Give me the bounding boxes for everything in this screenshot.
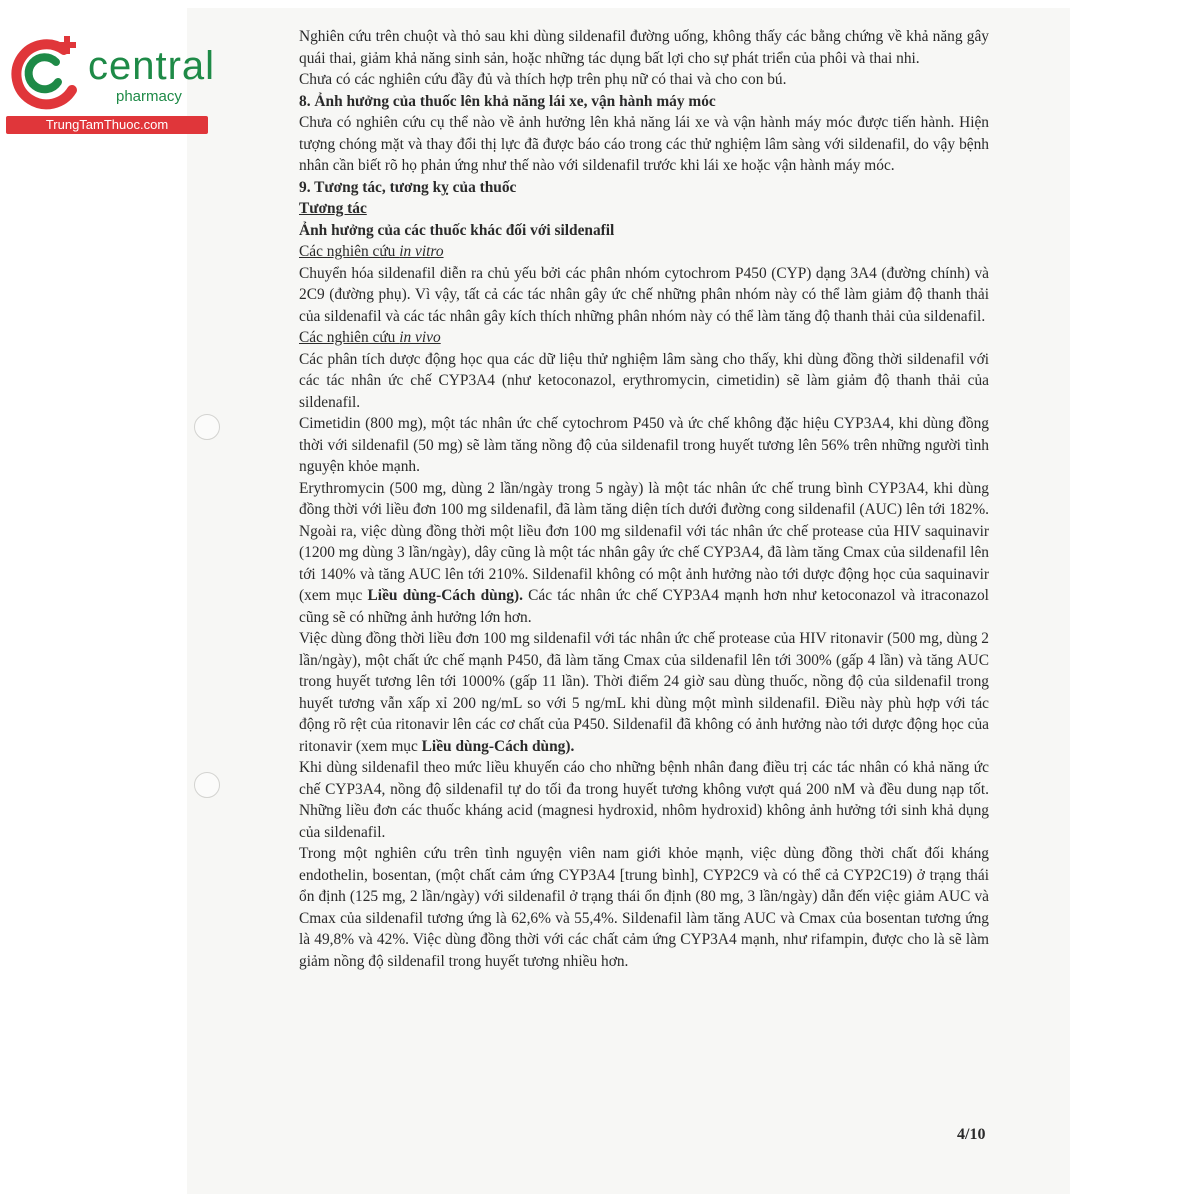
paragraph: Chưa có nghiên cứu cụ thể nào về ảnh hưởng lên khả năng lái xe và vận hành máy móc được tiến hành. Hiện tượng chóng mặt và thay đổi thị lực đã được báo cáo trong các thử nghiệm lâm sàng với sildenafil, do vậy bệnh nhân cần biết rõ họ phản ứng như thế nào với sildenafil trước khi lái xe hoặc vận hành máy móc.: [299, 114, 989, 174]
paragraph: Nghiên cứu trên chuột và thỏ sau khi dùng sildenafil đường uống, không thấy các bằng chứng về khả năng gây quái thai, giảm khả năng sinh sản, hoặc những tác dụng bất lợi cho sự phát triển của phôi và thai nhi.: [299, 28, 989, 67]
paragraph-text: Các tác nhân ức chế CYP3A4 mạnh hơn như ketoconazol và itraconazol cũng sẽ có những ảnh hưởng lớn hơn.: [299, 587, 989, 626]
subheading: [299, 241, 989, 263]
paragraph-text: Erythromycin (500 mg, dùng 2 lần/ngày trong 5 ngày) là một tác nhân ức chế trung bình CYP3A4, khi dùng đồng thời với liều đơn 100 mg sildenafil, đã làm tăng diện tích dưới đường cong sildenafil (AUC) lên tới 182%. Ngoài ra, việc dùng đồng thời một liều đơn 100 mg sildenafil với tác nhân ức chế protease của HIV saquinavir (1200 mg dùng 3 lần/ngày), dây cũng là một tác nhân gây ức chế CYP3A4, đã làm tăng Cmax của sildenafil lên tới 140% và tăng AUC lên tới 210%. Sildenafil không có một ảnh hưởng nào tới dược động học của saquinavir (xem mục: [299, 479, 989, 604]
subheading: Tương tác: [299, 200, 367, 217]
page-number: 4/10: [957, 1126, 986, 1143]
cross-reference: Liều dùng-Cách dùng).: [421, 737, 575, 755]
paragraph: Các phân tích dược động học qua các dữ liệu thử nghiệm lâm sàng cho thấy, khi dùng đồng thời sildenafil với các tác nhân ức chế CYP3A4 (như ketoconazol, erythromycin, cimetidin) sẽ làm giảm độ thanh thải của sildenafil.: [299, 350, 989, 411]
punch-hole: [194, 414, 220, 440]
section-heading: 8. Ảnh hưởng của thuốc lên khả năng lái xe, vận hành máy móc: [299, 92, 716, 110]
paragraph: Cimetidin (800 mg), một tác nhân ức chế cytochrom P450 và ức chế không đặc hiệu CYP3A4, khi dùng đồng thời với sildenafil (50 mg) sẽ làm tăng nồng độ của sildenafil trong huyết tương lên 56% trên những người tình nguyện khỏe mạnh.: [299, 415, 989, 475]
subheading-text: Các nghiên cứu: [299, 243, 400, 260]
subheading-text: Các nghiên cứu: [299, 329, 400, 346]
paragraph: Chuyển hóa sildenafil diễn ra chủ yếu bởi các phân nhóm cytochrom P450 (CYP) dạng 3A4 (đường chính) và 2C9 (đường phụ). Vì vậy, tất cả các tác nhân gây ức chế những phân nhóm này có thể làm giảm độ thanh thải của sildenafil và các tác nhân gây kích thích những phân nhóm này có thể làm tăng độ thanh thải của sildenafil.: [299, 264, 989, 325]
paragraph: Trong một nghiên cứu trên tình nguyện viên nam giới khỏe mạnh, việc dùng đồng thời chất đối kháng endothelin, bosentan, (một chất cảm ứng CYP3A4 [trung bình], CYP2C9 và có thể cả CYP2C19) ở trạng thái ổn định (125 mg, 2 lần/ngày) với sildenafil ở trạng thái ổn định (80 mg, 3 lần/ngày) dẫn đến việc giảm AUC và Cmax của sildenafil tương ứng là 62,6% và 55,4%. Sildenafil làm tăng AUC và Cmax của bosentan tương ứng là 49,8% và 42%. Việc dùng đồng thời với các chất cảm ứng CYP3A4 mạnh, như rifampin, được cho là sẽ làm giảm nồng độ sildenafil trong huyết tương nhiều hơn.: [299, 845, 989, 970]
subheading: [299, 327, 989, 349]
brand-url: TrungTamThuoc.com: [6, 116, 208, 134]
paragraph: Chưa có các nghiên cứu đầy đủ và thích hợp trên phụ nữ có thai và cho con bú.: [299, 71, 787, 88]
punch-hole: [194, 772, 220, 798]
subheading: Ảnh hưởng của các thuốc khác đối với sildenafil: [299, 221, 615, 239]
paragraph: [299, 478, 989, 629]
brand-subtitle: pharmacy: [116, 88, 182, 105]
subheading-italic: in vivo: [399, 329, 441, 346]
section-heading: 9. Tương tác, tương kỵ của thuốc: [299, 178, 517, 196]
subheading-italic: in vitro: [399, 243, 444, 260]
cross-reference: Liều dùng-Cách dùng).: [367, 587, 523, 604]
paragraph: [299, 628, 989, 757]
paragraph: Khi dùng sildenafil theo mức liều khuyến cáo cho những bệnh nhân đang điều trị các tác nhân có khả năng ức chế CYP3A4, nồng độ sildenafil tự do tối đa trong huyết tương không vượt quá 200 nM và đều dung nạp tốt. Những liều đơn các thuốc kháng acid (magnesi hydroxid, nhôm hydroxid) không ảnh hưởng tới sinh khả dụng của sildenafil.: [299, 759, 989, 841]
paragraph-text: Việc dùng đồng thời liều đơn 100 mg sildenafil với tác nhân ức chế protease của HIV ritonavir (500 mg, dùng 2 lần/ngày), một chất ức chế mạnh P450, đã làm tăng Cmax của sildenafil lên tới 300% (gấp 4 lần) và tăng AUC trong huyết tương lên tới 1000% (gấp 11 lần). Thời điểm 24 giờ sau dùng thuốc, nồng độ của sildenafil trong huyết tương vẫn xấp xỉ 200 ng/mL so với 5 ng/mL khi dùng một mình sildenafil. Điều này phù hợp với tác động rõ rệt của ritonavir lên các cơ chất của P450. Sildenafil đã không có ảnh hưởng nào tới dược động học của ritonavir (xem mục: [299, 630, 989, 755]
brand-name: central: [88, 44, 216, 88]
document-body: [299, 26, 989, 972]
